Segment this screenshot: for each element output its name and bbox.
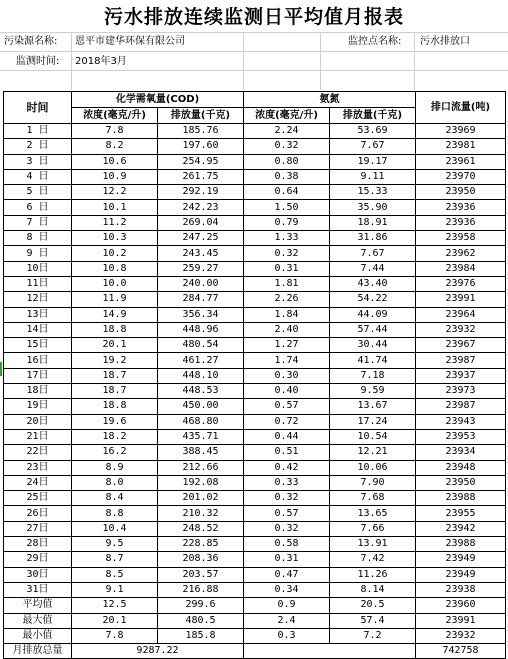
nh3-load-cell: 18.91 — [330, 215, 416, 230]
summary-nh3-conc-cell: 0.9 — [244, 598, 330, 613]
cod-conc-cell: 8.0 — [72, 475, 158, 490]
day-cell: 23日 — [4, 460, 72, 475]
cod-conc-cell: 19.6 — [72, 414, 158, 429]
day-cell: 22日 — [4, 445, 72, 460]
nh3-conc-cell: 0.32 — [244, 246, 330, 261]
summary-flow-cell: 23960 — [416, 598, 506, 613]
nh3-conc-cell: 2.26 — [244, 292, 330, 307]
nh3-load-cell: 7.66 — [330, 521, 416, 536]
cod-load-cell: 192.08 — [158, 475, 244, 490]
flow-cell: 23981 — [416, 139, 506, 154]
nh3-conc-cell: 0.33 — [244, 475, 330, 490]
table-row — [4, 200, 506, 215]
day-cell: 9 日 — [4, 246, 72, 261]
monthly-report-table — [3, 91, 506, 659]
day-cell: 17日 — [4, 368, 72, 383]
cod-conc-cell: 8.4 — [72, 491, 158, 506]
table-row — [4, 537, 506, 552]
cod-conc-cell: 18.7 — [72, 368, 158, 383]
nh3-conc-cell: 0.32 — [244, 139, 330, 154]
table-row — [4, 307, 506, 322]
cod-conc-cell: 18.8 — [72, 322, 158, 337]
summary-row — [4, 598, 506, 613]
report-body — [4, 124, 506, 644]
nh3-conc-cell: 0.31 — [244, 552, 330, 567]
nh3-load-cell: 9.11 — [330, 169, 416, 184]
day-cell: 6 日 — [4, 200, 72, 215]
flow-cell: 23950 — [416, 475, 506, 490]
flow-cell: 23987 — [416, 399, 506, 414]
cod-conc-cell: 10.9 — [72, 169, 158, 184]
monitor-point-label: 监控点名称: — [348, 36, 402, 47]
cod-load-cell: 468.80 — [158, 414, 244, 429]
summary-flow-cell: 23991 — [416, 613, 506, 628]
flow-header: 排口流量(吨) — [416, 92, 506, 124]
cod-load-cell: 208.36 — [158, 552, 244, 567]
day-cell: 11日 — [4, 276, 72, 291]
cod-load-cell: 201.02 — [158, 491, 244, 506]
day-cell: 25日 — [4, 491, 72, 506]
flow-cell: 23988 — [416, 491, 506, 506]
nh3-load-cell: 9.59 — [330, 384, 416, 399]
flow-cell: 23973 — [416, 384, 506, 399]
nh3-conc-cell: 0.42 — [244, 460, 330, 475]
cod-conc-cell: 10.1 — [72, 200, 158, 215]
flow-cell: 23948 — [416, 460, 506, 475]
nh3-load-cell: 7.67 — [330, 246, 416, 261]
cod-conc-cell: 14.9 — [72, 307, 158, 322]
cod-load-cell: 254.95 — [158, 154, 244, 169]
nh3-load-cell: 54.22 — [330, 292, 416, 307]
summary-label: 平均值 — [4, 598, 72, 613]
gridline — [243, 32, 244, 90]
summary-cod-load-cell: 185.8 — [158, 628, 244, 643]
nh3-conc-cell: 0.57 — [244, 399, 330, 414]
summary-row — [4, 613, 506, 628]
table-row — [4, 185, 506, 200]
nh3-load-cell: 31.86 — [330, 231, 416, 246]
table-row — [4, 215, 506, 230]
nh3-conc-cell: 0.32 — [244, 491, 330, 506]
table-row — [4, 567, 506, 582]
cod-group-header: 化学需氧量(COD) — [72, 92, 244, 108]
nh3-load-cell: 53.69 — [330, 124, 416, 139]
summary-label: 最小值 — [4, 628, 72, 643]
total-cod-load: 9287.22 — [72, 644, 244, 659]
table-row — [4, 506, 506, 521]
table-row — [4, 124, 506, 139]
cod-load-cell: 185.76 — [158, 124, 244, 139]
nh3-load-cell: 7.42 — [330, 552, 416, 567]
nh3-conc-cell: 1.74 — [244, 353, 330, 368]
flow-cell: 23991 — [416, 292, 506, 307]
report-title: 污水排放连续监测日平均值月报表 — [103, 6, 404, 28]
cod-conc-cell: 19.2 — [72, 353, 158, 368]
flow-cell: 23967 — [416, 338, 506, 353]
cod-conc-cell: 12.2 — [72, 185, 158, 200]
nh3-load-cell: 10.54 — [330, 429, 416, 444]
day-cell: 18日 — [4, 384, 72, 399]
flow-cell: 23938 — [416, 582, 506, 597]
flow-cell: 23976 — [416, 276, 506, 291]
flow-cell: 23955 — [416, 506, 506, 521]
total-nh3-blank — [244, 644, 416, 659]
nh3-conc-cell: 0.80 — [244, 154, 330, 169]
report-info — [0, 32, 508, 90]
nh3-conc-cell: 0.79 — [244, 215, 330, 230]
flow-cell: 23958 — [416, 231, 506, 246]
flow-cell: 23950 — [416, 185, 506, 200]
cod-conc-cell: 20.1 — [72, 338, 158, 353]
cod-load-cell: 269.04 — [158, 215, 244, 230]
nh3-load-cell: 41.74 — [330, 353, 416, 368]
nh3-conc-cell: 1.81 — [244, 276, 330, 291]
cod-load-cell: 388.45 — [158, 445, 244, 460]
cod-load-cell: 203.57 — [158, 567, 244, 582]
nh3-conc-cell: 0.31 — [244, 261, 330, 276]
nh3-conc-cell: 0.38 — [244, 169, 330, 184]
flow-cell: 23984 — [416, 261, 506, 276]
cod-load-cell: 448.96 — [158, 322, 244, 337]
nh3-load-cell: 57.44 — [330, 322, 416, 337]
day-cell: 1 日 — [4, 124, 72, 139]
summary-row — [4, 628, 506, 643]
total-row — [4, 644, 506, 659]
cod-load-cell: 448.53 — [158, 384, 244, 399]
table-row — [4, 384, 506, 399]
table-row — [4, 399, 506, 414]
cod-load-cell: 247.25 — [158, 231, 244, 246]
day-cell: 13日 — [4, 307, 72, 322]
day-cell: 31日 — [4, 582, 72, 597]
flow-cell: 23943 — [416, 414, 506, 429]
table-row — [4, 338, 506, 353]
nh3-load-cell: 17.24 — [330, 414, 416, 429]
nh3-conc-cell: 0.32 — [244, 521, 330, 536]
table-row — [4, 552, 506, 567]
cod-load-cell: 292.19 — [158, 185, 244, 200]
cod-conc-cell: 18.8 — [72, 399, 158, 414]
cod-load-cell: 243.45 — [158, 246, 244, 261]
day-cell: 5 日 — [4, 185, 72, 200]
nh3-load-cell: 13.67 — [330, 399, 416, 414]
flow-cell: 23970 — [416, 169, 506, 184]
table-row — [4, 292, 506, 307]
day-cell: 28日 — [4, 537, 72, 552]
total-flow: 742758 — [416, 644, 506, 659]
table-row — [4, 521, 506, 536]
nh3-load-cell: 44.09 — [330, 307, 416, 322]
cod-conc-header: 浓度(毫克/升) — [72, 108, 158, 124]
summary-flow-cell: 23932 — [416, 628, 506, 643]
nh3-load-cell: 7.68 — [330, 491, 416, 506]
flow-cell: 23932 — [416, 322, 506, 337]
summary-cod-conc-cell: 7.8 — [72, 628, 158, 643]
cod-load-cell: 228.85 — [158, 537, 244, 552]
table-row — [4, 445, 506, 460]
table-row — [4, 322, 506, 337]
time-header: 时间 — [4, 92, 72, 124]
flow-cell: 23936 — [416, 200, 506, 215]
summary-nh3-load-cell: 57.4 — [330, 613, 416, 628]
monitor-time-value: 2018年3月 — [75, 56, 127, 67]
day-cell: 12日 — [4, 292, 72, 307]
flow-cell: 23962 — [416, 246, 506, 261]
summary-cod-conc-cell: 20.1 — [72, 613, 158, 628]
flow-cell: 23953 — [416, 429, 506, 444]
source-name-value: 恩平市建华环保有限公司 — [75, 36, 185, 47]
table-row — [4, 491, 506, 506]
summary-nh3-load-cell: 7.2 — [330, 628, 416, 643]
nh3-conc-header: 浓度(毫克/升) — [244, 108, 330, 124]
flow-cell: 23988 — [416, 537, 506, 552]
flow-cell: 23961 — [416, 154, 506, 169]
cod-conc-cell: 9.5 — [72, 537, 158, 552]
cod-conc-cell: 8.9 — [72, 460, 158, 475]
nh3-conc-cell: 0.64 — [244, 185, 330, 200]
cod-load-cell: 259.27 — [158, 261, 244, 276]
cod-load-cell: 212.66 — [158, 460, 244, 475]
table-row — [4, 582, 506, 597]
table-row — [4, 246, 506, 261]
table-row — [4, 460, 506, 475]
day-cell: 15日 — [4, 338, 72, 353]
day-cell: 2 日 — [4, 139, 72, 154]
nh3-load-cell: 43.40 — [330, 276, 416, 291]
flow-cell: 23969 — [416, 124, 506, 139]
table-row — [4, 276, 506, 291]
cod-conc-cell: 10.0 — [72, 276, 158, 291]
table-row — [4, 414, 506, 429]
nh3-load-cell: 30.44 — [330, 338, 416, 353]
table-row — [4, 368, 506, 383]
day-cell: 29日 — [4, 552, 72, 567]
flow-cell: 23934 — [416, 445, 506, 460]
gridline — [320, 32, 321, 90]
nh3-conc-cell: 0.34 — [244, 582, 330, 597]
nh3-load-cell: 35.90 — [330, 200, 416, 215]
cod-conc-cell: 18.2 — [72, 429, 158, 444]
cod-load-cell: 435.71 — [158, 429, 244, 444]
nh3-load-cell: 7.44 — [330, 261, 416, 276]
day-cell: 27日 — [4, 521, 72, 536]
gridline — [71, 32, 72, 90]
nh3-conc-cell: 0.47 — [244, 567, 330, 582]
flow-cell: 23942 — [416, 521, 506, 536]
cod-conc-cell: 7.8 — [72, 124, 158, 139]
nh3-group-header: 氨氮 — [244, 92, 416, 108]
cod-load-cell: 284.77 — [158, 292, 244, 307]
cod-load-cell: 210.32 — [158, 506, 244, 521]
cod-conc-cell: 8.5 — [72, 567, 158, 582]
row-marker — [0, 362, 2, 376]
nh3-load-cell: 7.18 — [330, 368, 416, 383]
cod-load-cell: 461.27 — [158, 353, 244, 368]
total-label: 月排放总量 — [4, 644, 72, 659]
summary-nh3-load-cell: 20.5 — [330, 598, 416, 613]
nh3-conc-cell: 1.33 — [244, 231, 330, 246]
nh3-conc-cell: 0.58 — [244, 537, 330, 552]
summary-cod-load-cell: 480.5 — [158, 613, 244, 628]
nh3-conc-cell: 2.24 — [244, 124, 330, 139]
summary-nh3-conc-cell: 0.3 — [244, 628, 330, 643]
day-cell: 8 日 — [4, 231, 72, 246]
nh3-conc-cell: 0.30 — [244, 368, 330, 383]
table-row — [4, 353, 506, 368]
flow-cell: 23964 — [416, 307, 506, 322]
cod-conc-cell: 10.4 — [72, 521, 158, 536]
monitor-point-value: 污水排放口 — [420, 36, 470, 47]
cod-load-cell: 480.54 — [158, 338, 244, 353]
table-row — [4, 154, 506, 169]
cod-load-cell: 450.00 — [158, 399, 244, 414]
day-cell: 16日 — [4, 353, 72, 368]
day-cell: 14日 — [4, 322, 72, 337]
cod-load-cell: 197.60 — [158, 139, 244, 154]
day-cell: 10日 — [4, 261, 72, 276]
flow-cell: 23949 — [416, 552, 506, 567]
table-row — [4, 231, 506, 246]
cod-conc-cell: 11.9 — [72, 292, 158, 307]
cod-conc-cell: 9.1 — [72, 582, 158, 597]
flow-cell: 23987 — [416, 353, 506, 368]
table-row — [4, 475, 506, 490]
cod-conc-cell: 10.3 — [72, 231, 158, 246]
day-cell: 19日 — [4, 399, 72, 414]
nh3-conc-cell: 1.50 — [244, 200, 330, 215]
flow-cell: 23949 — [416, 567, 506, 582]
cod-conc-cell: 8.8 — [72, 506, 158, 521]
nh3-conc-cell: 2.40 — [244, 322, 330, 337]
cod-load-header: 排放量(千克) — [158, 108, 244, 124]
cod-load-cell: 242.23 — [158, 200, 244, 215]
monitor-time-label: 监测时间: — [16, 56, 60, 67]
summary-cod-conc-cell: 12.5 — [72, 598, 158, 613]
nh3-load-cell: 7.67 — [330, 139, 416, 154]
day-cell: 30日 — [4, 567, 72, 582]
nh3-load-cell: 15.33 — [330, 185, 416, 200]
nh3-load-cell: 8.14 — [330, 582, 416, 597]
day-cell: 3 日 — [4, 154, 72, 169]
cod-conc-cell: 16.2 — [72, 445, 158, 460]
gridline — [0, 51, 508, 52]
cod-conc-cell: 10.6 — [72, 154, 158, 169]
cod-conc-cell: 11.2 — [72, 215, 158, 230]
nh3-conc-cell: 0.57 — [244, 506, 330, 521]
nh3-load-cell: 12.21 — [330, 445, 416, 460]
cod-conc-cell: 8.2 — [72, 139, 158, 154]
day-cell: 20日 — [4, 414, 72, 429]
table-row — [4, 139, 506, 154]
cod-load-cell: 448.10 — [158, 368, 244, 383]
nh3-conc-cell: 1.27 — [244, 338, 330, 353]
gridline — [414, 32, 415, 90]
nh3-conc-cell: 0.40 — [244, 384, 330, 399]
source-name-label: 污染源名称: — [4, 36, 58, 47]
table-row — [4, 169, 506, 184]
nh3-load-cell: 7.90 — [330, 475, 416, 490]
flow-cell: 23937 — [416, 368, 506, 383]
day-cell: 7 日 — [4, 215, 72, 230]
cod-conc-cell: 18.7 — [72, 384, 158, 399]
table-row — [4, 261, 506, 276]
day-cell: 24日 — [4, 475, 72, 490]
day-cell: 26日 — [4, 506, 72, 521]
cod-conc-cell: 10.2 — [72, 246, 158, 261]
nh3-load-header: 排放量(千克) — [330, 108, 416, 124]
cod-conc-cell: 10.8 — [72, 261, 158, 276]
summary-label: 最大值 — [4, 613, 72, 628]
nh3-load-cell: 10.06 — [330, 460, 416, 475]
cod-load-cell: 216.88 — [158, 582, 244, 597]
nh3-conc-cell: 0.72 — [244, 414, 330, 429]
nh3-load-cell: 13.65 — [330, 506, 416, 521]
cod-load-cell: 356.34 — [158, 307, 244, 322]
nh3-load-cell: 11.26 — [330, 567, 416, 582]
summary-cod-load-cell: 299.6 — [158, 598, 244, 613]
flow-cell: 23936 — [416, 215, 506, 230]
table-row — [4, 429, 506, 444]
cod-load-cell: 240.00 — [158, 276, 244, 291]
day-cell: 21日 — [4, 429, 72, 444]
nh3-load-cell: 13.91 — [330, 537, 416, 552]
nh3-load-cell: 19.17 — [330, 154, 416, 169]
nh3-conc-cell: 0.44 — [244, 429, 330, 444]
nh3-conc-cell: 1.84 — [244, 307, 330, 322]
cod-load-cell: 261.75 — [158, 169, 244, 184]
cod-conc-cell: 8.7 — [72, 552, 158, 567]
day-cell: 4 日 — [4, 169, 72, 184]
cod-load-cell: 248.52 — [158, 521, 244, 536]
summary-nh3-conc-cell: 2.4 — [244, 613, 330, 628]
nh3-conc-cell: 0.51 — [244, 445, 330, 460]
